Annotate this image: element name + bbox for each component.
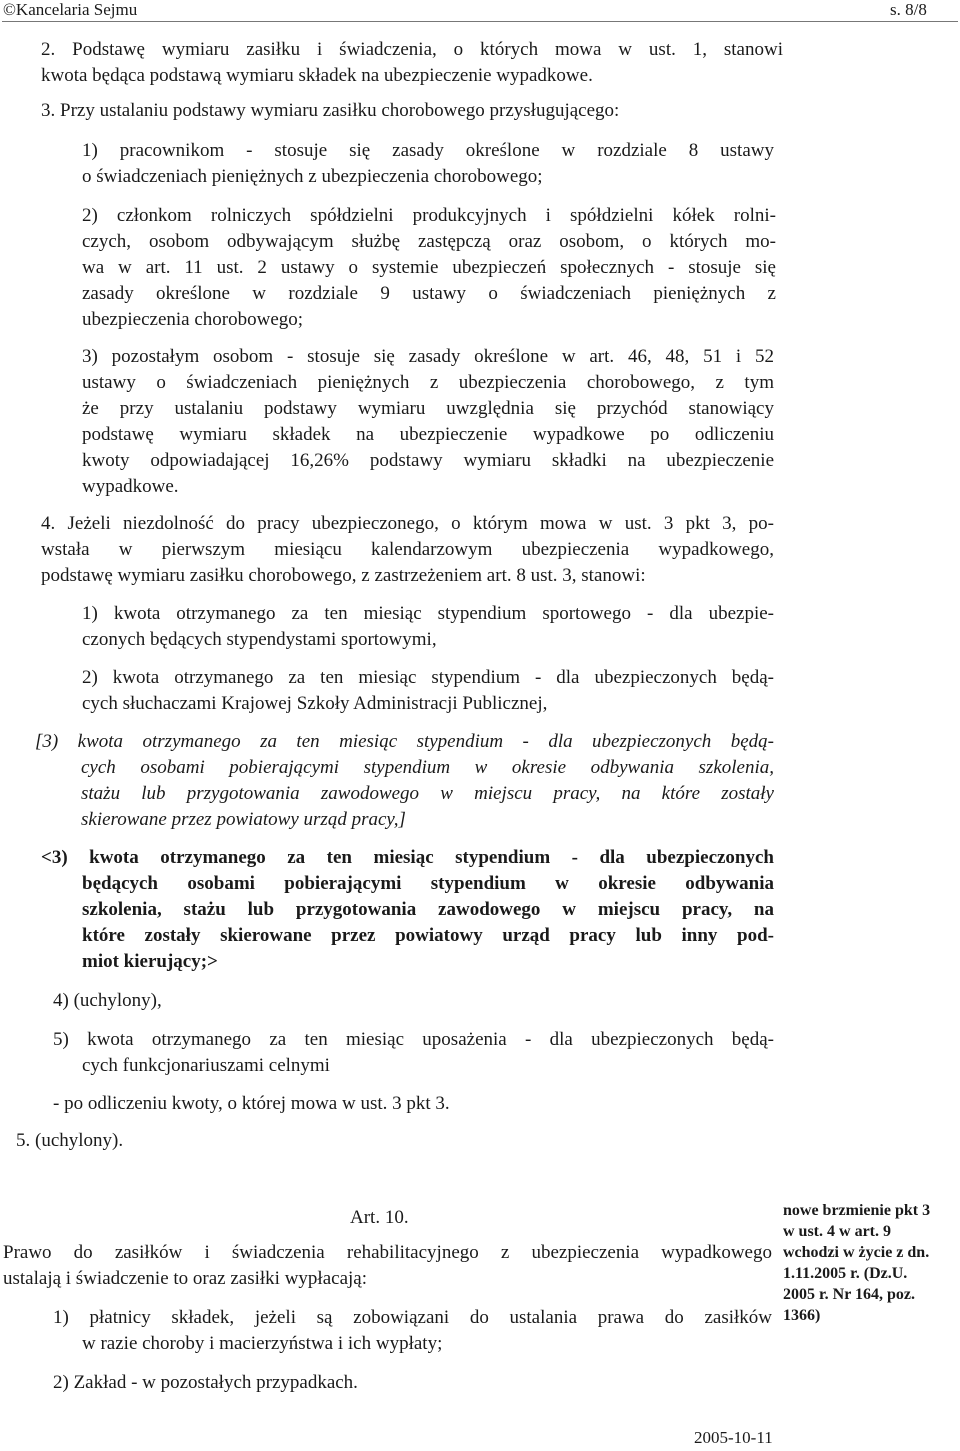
text-line: 5) kwota otrzymanego za ten miesiąc uposażenia - dla ubezpieczonych będą- xyxy=(53,1029,774,1050)
text-line: 4) (uchylony), xyxy=(53,990,162,1011)
paragraph-4-point-4 xyxy=(53,988,353,1014)
text-line: o świadczeniach pieniężnych z ubezpieczenia chorobowego; xyxy=(82,166,543,187)
text-line: skierowane przez powiatowy urząd pracy,] xyxy=(81,809,406,830)
text-line: 3. Przy ustalaniu podstawy wymiaru zasiłku chorobowego przysługującego: xyxy=(41,100,620,121)
article-10-point-2 xyxy=(53,1370,653,1396)
paragraph-5 xyxy=(16,1128,316,1154)
footer-date: 2005-10-11 xyxy=(694,1428,773,1447)
text-line: stażu lub przygotowania zawodowego w miejscu pracy, na które zostały xyxy=(81,783,774,804)
text-line: ustawy o świadczeniach pieniężnych z ubezpieczenia chorobowego, z tym xyxy=(82,372,774,393)
text-line: 4. Jeżeli niezdolność do pracy ubezpieczonego, o którym mowa w ust. 3 pkt 3, po- xyxy=(41,513,774,534)
paragraph-4-closing xyxy=(53,1091,653,1117)
paragraph-3-point-3 xyxy=(82,344,774,500)
paragraph-2 xyxy=(41,37,783,89)
text-line: będących osobami pobierającymi stypendium w okresie odbywania xyxy=(82,873,774,894)
text-line: wstała w pierwszym miesiącu kalendarzowym ubezpieczenia wypadkowego, xyxy=(41,539,774,560)
header-source: ©Kancelaria Sejmu xyxy=(3,0,138,19)
paragraph-4-point-3-new-version xyxy=(41,845,774,975)
text-line: 3) pozostałym osobom - stosuje się zasady określone w art. 46, 48, 51 i 52 xyxy=(82,346,774,367)
text-line: kwota będąca podstawą wymiaru składek na ubezpieczenie wypadkowe. xyxy=(41,65,593,86)
text-line: 1) pracownikom - stosuje się zasady określone w rozdziale 8 ustawy xyxy=(82,140,774,161)
text-line: w razie choroby i macierzyństwa i ich wypłaty; xyxy=(82,1333,443,1354)
text-line: wypadkowe. xyxy=(82,476,179,497)
text-line: 2. Podstawę wymiaru zasiłku i świadczenia, o których mowa w ust. 1, stanowi xyxy=(41,39,783,60)
text-line: cych osobami pobierającymi stypendium w okresie odbywania szkolenia, xyxy=(81,757,774,778)
text-line: <3) kwota otrzymanego za ten miesiąc stypendium - dla ubezpieczonych xyxy=(41,847,774,868)
paragraph-4 xyxy=(41,511,774,589)
margin-note xyxy=(783,1200,958,1326)
paragraph-3 xyxy=(41,98,781,124)
text-line: Prawo do zasiłków i świadczenia rehabilitacyjnego z ubezpieczenia wypadkowego xyxy=(3,1242,772,1263)
note-line: 1.11.2005 r. (Dz.U. xyxy=(783,1265,908,1282)
note-line: 1366) xyxy=(783,1307,821,1324)
text-line: podstawę wymiaru składek na ubezpieczenie wypadkowe po odliczeniu xyxy=(82,424,774,445)
note-line: wchodzi w życie z dn. xyxy=(783,1244,930,1261)
text-line: miot kierujący;> xyxy=(82,951,218,972)
paragraph-4-point-1 xyxy=(82,601,774,653)
text-line: wa w art. 11 ust. 2 ustawy o systemie ubezpieczeń społecznych - stosuje się xyxy=(82,257,776,278)
text-line: 2) Zakład - w pozostałych przypadkach. xyxy=(53,1372,358,1393)
text-line: ustalają i świadczenie to oraz zasiłki wypłacają: xyxy=(3,1268,368,1289)
text-line: które zostały skierowane przez powiatowy urząd pracy lub inny pod- xyxy=(82,925,774,946)
text-line: [3) kwota otrzymanego za ten miesiąc stypendium - dla ubezpieczonych będą- xyxy=(35,731,774,752)
note-line: nowe brzmienie pkt 3 xyxy=(783,1202,931,1219)
text-line: kwoty odpowiadającej 16,26% podstawy wymiaru składki na ubezpieczenie xyxy=(82,450,774,471)
text-line: 2) kwota otrzymanego za ten miesiąc stypendium - dla ubezpieczonych będą- xyxy=(82,667,774,688)
paragraph-4-point-3-old-version xyxy=(35,729,774,833)
text-line: podstawę wymiaru zasiłku chorobowego, z zastrzeżeniem art. 8 ust. 3, stanowi: xyxy=(41,565,646,586)
text-line: że przy ustalaniu podstawy wymiaru uwzględnia się przychód stanowiący xyxy=(82,398,774,419)
text-line: 2) członkom rolniczych spółdzielni produkcyjnych i spółdzielni kółek rolni- xyxy=(82,205,776,226)
text-line: cych słuchaczami Krajowej Szkoły Administracji Publicznej, xyxy=(82,693,548,714)
text-line: 5. (uchylony). xyxy=(16,1130,124,1151)
note-line: w ust. 4 w art. 9 xyxy=(783,1223,891,1240)
article-10-intro xyxy=(3,1240,772,1292)
text-line: czych, osobom odbywającym służbę zastępczą oraz osobom, o których mo- xyxy=(82,231,776,252)
paragraph-4-point-5 xyxy=(53,1027,774,1079)
text-line: Art. 10. xyxy=(350,1207,409,1228)
article-10-title xyxy=(350,1205,470,1231)
text-line: szkolenia, stażu lub przygotowania zawodowego w miejscu pracy, na xyxy=(82,899,774,920)
note-line: 2005 r. Nr 164, poz. xyxy=(783,1286,915,1303)
article-10-point-1 xyxy=(53,1305,772,1357)
paragraph-3-point-2 xyxy=(82,203,776,333)
paragraph-3-point-1 xyxy=(82,138,774,190)
text-line: zasady określone w rozdziale 9 ustawy o świadczeniach pieniężnych z xyxy=(82,283,776,304)
text-line: czonych będących stypendystami sportowymi, xyxy=(82,629,437,650)
text-line: 1) płatnicy składek, jeżeli są zobowiązani do ustalania prawa do zasiłków xyxy=(53,1307,772,1328)
text-line: cych funkcjonariuszami celnymi xyxy=(82,1055,330,1076)
text-line: ubezpieczenia chorobowego; xyxy=(82,309,304,330)
text-line: - po odliczeniu kwoty, o której mowa w ust. 3 pkt 3. xyxy=(53,1093,450,1114)
header-page-number: s. 8/8 xyxy=(890,0,927,19)
text-line: 1) kwota otrzymanego za ten miesiąc stypendium sportowego - dla ubezpie- xyxy=(82,603,774,624)
header-divider xyxy=(2,21,958,22)
paragraph-4-point-2 xyxy=(82,665,774,717)
